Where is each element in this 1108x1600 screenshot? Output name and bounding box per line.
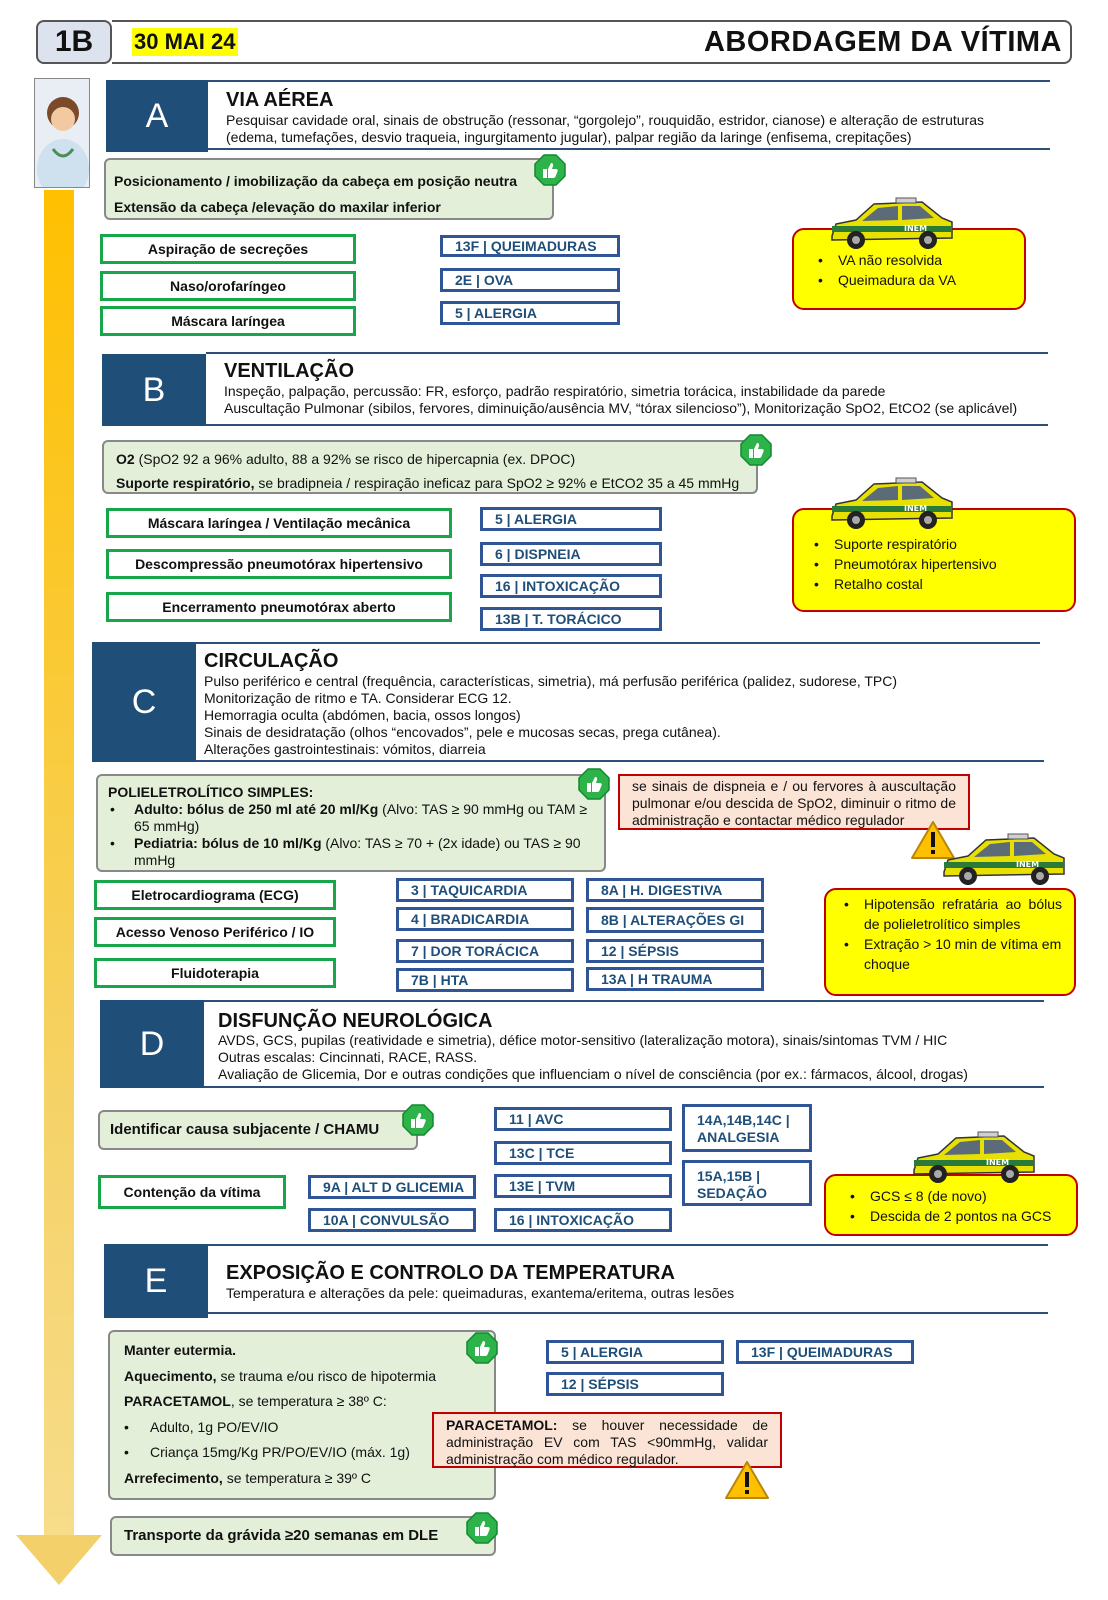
section-c-text-line: Pulso periférico e central (frequência, características, simetria), má perfusão periférica (palidez, sudorese, TPC) bbox=[204, 673, 898, 689]
ref-6-dispneia[interactable]: 6 | DISPNEIA bbox=[480, 542, 662, 566]
section-a-bottom-rule bbox=[208, 148, 1050, 150]
section-e-top-rule bbox=[208, 1244, 1048, 1246]
ref-12-sepsis[interactable]: 12 | SÉPSIS bbox=[586, 939, 764, 963]
thumbs-up-icon bbox=[466, 1332, 498, 1364]
ref-7b-hta[interactable]: 7B | HTA bbox=[396, 968, 574, 992]
ref-15-sedacao[interactable]: 15A,15B | SEDAÇÃO bbox=[682, 1160, 812, 1206]
ref-12-sepsis[interactable]: 12 | SÉPSIS bbox=[546, 1372, 724, 1396]
section-e-warning-box: PARACETAMOL: se houver necessidade de administração EV com TAS <90mmHg, validar administração com médico regulador. bbox=[432, 1412, 782, 1468]
section-e-letter: E bbox=[104, 1244, 208, 1318]
criteria-item: • Descida de 2 pontos na GCS bbox=[846, 1206, 1076, 1226]
ref-8b-alteracoes-gi[interactable]: 8B | ALTERAÇÕES GI bbox=[586, 907, 764, 933]
section-b-top-rule bbox=[206, 352, 1048, 354]
thumbs-up-icon bbox=[740, 434, 772, 466]
criteria-item: • Extração > 10 min de vítima em choque bbox=[840, 934, 1062, 974]
procedure-contencao: Contenção da vítima bbox=[98, 1175, 286, 1209]
section-d-title: DISFUNÇÃO NEUROLÓGICA bbox=[218, 1010, 493, 1032]
ref-7-dor-toracica[interactable]: 7 | DOR TORÁCICA bbox=[396, 939, 574, 963]
criteria-item: • VA não resolvida bbox=[814, 250, 1024, 270]
criteria-item: • GCS ≤ 8 (de novo) bbox=[846, 1186, 1076, 1206]
ref-9a-glicemia[interactable]: 9A | ALT D GLICEMIA bbox=[308, 1175, 476, 1199]
protocol-line: O2 (SpO2 92 a 96% adulto, 88 a 92% se risco de hipercapnia (ex. DPOC) bbox=[116, 451, 576, 467]
ref-3-taquicardia[interactable]: 3 | TAQUICARDIA bbox=[396, 878, 574, 902]
section-b-text-line: Auscultação Pulmonar (sibilos, fervores, diminuição/ausência MV, “tórax silencioso”), Monitorização SpO2, EtCO2 (se aplicável) bbox=[224, 400, 1018, 416]
ref-5-alergia[interactable]: 5 | ALERGIA bbox=[546, 1340, 724, 1364]
card-date: 30 MAI 24 bbox=[134, 29, 236, 54]
thumbs-up-icon bbox=[402, 1104, 434, 1136]
thumbs-up-icon bbox=[578, 768, 610, 800]
ref-13b-toracico[interactable]: 13B | T. TORÁCICO bbox=[480, 607, 662, 631]
section-e-bottom-rule bbox=[208, 1312, 1048, 1314]
protocol-line: PARACETAMOL, se temperatura ≥ 38º C: bbox=[124, 1393, 387, 1409]
section-c-letter: C bbox=[92, 642, 196, 762]
ambulance-icon bbox=[908, 1130, 1038, 1188]
section-a-letter: A bbox=[106, 80, 208, 152]
procedure-aspiracao: Aspiração de secreções bbox=[100, 234, 356, 264]
section-c-description bbox=[204, 673, 1044, 758]
ref-5-alergia[interactable]: 5 | ALERGIA bbox=[440, 301, 620, 325]
procedure-fluidoterapia: Fluidoterapia bbox=[94, 958, 336, 988]
protocol-line: Posicionamento / imobilização da cabeça em posição neutra bbox=[114, 173, 518, 189]
page-title: ABORDAGEM DA VÍTIMA bbox=[703, 26, 1062, 58]
ref-5-alergia[interactable]: 5 | ALERGIA bbox=[480, 507, 662, 531]
ref-13a-h-trauma[interactable]: 13A | H TRAUMA bbox=[586, 967, 764, 991]
protocol-bullet: • Adulto, 1g PO/EV/IO bbox=[124, 1418, 279, 1435]
protocol-line: • Adulto: bólus de 250 ml até 20 ml/Kg (Alvo: TAS ≥ 90 mmHg ou TAM ≥ 65 mmHg) bbox=[110, 801, 588, 834]
timeline-arrow bbox=[44, 190, 74, 1535]
card-code: 1B bbox=[36, 20, 112, 64]
section-b-protocol-box bbox=[102, 440, 758, 494]
section-a-text-line: (edema, tumefações, desvio traqueia, ingurgitamento jugular), palpar região da laringe (enfisema, crepitações) bbox=[226, 129, 912, 145]
section-c-title: CIRCULAÇÃO bbox=[204, 650, 339, 672]
section-a-protocol-box bbox=[104, 158, 554, 220]
protocol-title: POLIELETROLÍTICO SIMPLES: bbox=[108, 784, 314, 800]
ref-13e-tvm[interactable]: 13E | TVM bbox=[494, 1174, 672, 1198]
section-d-text-line: Outras escalas: Cincinnati, RACE, RASS. bbox=[218, 1049, 478, 1065]
section-d-top-rule bbox=[204, 1000, 1044, 1002]
section-d-text-line: AVDS, GCS, pupilas (reatividade e simetria), défice motor-sensitivo (lateralização motora), sinais/sintomas TVM / HIC bbox=[218, 1032, 948, 1048]
criteria-item: • Pneumotórax hipertensivo bbox=[810, 554, 1074, 574]
paramedic-icon bbox=[35, 79, 90, 188]
section-a-title: VIA AÉREA bbox=[226, 89, 334, 111]
protocol-bullet: • Criança 15mg/Kg PR/PO/EV/IO (máx. 1g) bbox=[124, 1444, 410, 1460]
procedure-encerramento: Encerramento pneumotórax aberto bbox=[106, 592, 452, 622]
section-b-bottom-rule bbox=[206, 424, 1048, 426]
ref-14-analgesia[interactable]: 14A,14B,14C | ANALGESIA bbox=[682, 1104, 812, 1152]
procedure-mascara-ventilacao: Máscara laríngea / Ventilação mecânica bbox=[106, 508, 452, 538]
section-c-activation-criteria bbox=[824, 888, 1076, 996]
section-c-text-line: Alterações gastrointestinais: vómitos, diarreia bbox=[204, 741, 486, 757]
section-b-text-line: Inspeção, palpação, percussão: FR, esforço, padrão respiratório, simetria torácica, instabilidade da parede bbox=[224, 383, 886, 399]
section-c-warning-box: se sinais de dispneia e / ou fervores à auscultação pulmonar e/ou descida de SpO2, diminuir o ritmo de administração e contactar médico regulador bbox=[618, 774, 970, 830]
ref-8a-h-digestiva[interactable]: 8A | H. DIGESTIVA bbox=[586, 878, 764, 902]
criteria-item: • Hipotensão refratária ao bólus de polieletrolítico simples bbox=[840, 894, 1062, 934]
transport-box: Transporte da grávida ≥20 semanas em DLE bbox=[110, 1516, 496, 1556]
section-b-letter: B bbox=[102, 354, 206, 426]
procedure-ecg: Eletrocardiograma (ECG) bbox=[94, 880, 336, 910]
ref-2e-ova[interactable]: 2E | OVA bbox=[440, 268, 620, 292]
protocol-line: Manter eutermia. bbox=[124, 1342, 237, 1358]
ref-10a-convulsao[interactable]: 10A | CONVULSÃO bbox=[308, 1208, 476, 1232]
section-c-text-line: Hemorragia oculta (abdómen, bacia, ossos longos) bbox=[204, 707, 521, 723]
ref-16-intoxicacao[interactable]: 16 | INTOXICAÇÃO bbox=[494, 1208, 672, 1232]
timeline-arrowhead bbox=[16, 1535, 102, 1585]
protocol-line: Extensão da cabeça /elevação do maxilar inferior bbox=[114, 199, 441, 215]
section-c-protocol-box bbox=[96, 774, 606, 872]
section-d-bottom-rule bbox=[204, 1086, 1044, 1088]
criteria-item: • Suporte respiratório bbox=[810, 534, 1074, 554]
thumbs-up-icon bbox=[466, 1512, 498, 1544]
protocol-line: • Pediatria: bólus de 10 ml/Kg (Alvo: TAS ≥ 70 + (2x idade) ou TAS ≥ 90 mmHg bbox=[110, 835, 581, 868]
section-b-description bbox=[224, 383, 1054, 417]
section-e-title: EXPOSIÇÃO E CONTROLO DA TEMPERATURA bbox=[226, 1262, 675, 1284]
procedure-mascara-laringea: Máscara laríngea bbox=[100, 306, 356, 336]
protocol-line: Suporte respiratório, se bradipneia / respiração ineficaz para SpO2 ≥ 92% e EtCO2 35 a 45 mmHg bbox=[116, 475, 740, 491]
ref-13c-tce[interactable]: 13C | TCE bbox=[494, 1141, 672, 1165]
section-e-description: Temperatura e alterações da pele: queimaduras, exantema/eritema, outras lesões bbox=[226, 1285, 735, 1301]
section-d-letter: D bbox=[100, 1000, 204, 1088]
section-a-text-line: Pesquisar cavidade oral, sinais de obstrução (ressonar, “gorgolejo”, rouquidão, estridor, cianose) e alteração de estruturas bbox=[226, 112, 984, 128]
section-c-text-line: Monitorização de ritmo e TA. Considerar ECG 12. bbox=[204, 690, 512, 706]
ref-13f-queimaduras[interactable]: 13F | QUEIMADURAS bbox=[440, 235, 620, 257]
thumbs-up-icon bbox=[534, 154, 566, 186]
section-d-text-line: Avaliação de Glicemia, Dor e outras condições que influenciam o nível de consciência (por ex.: fármacos, álcool, drogas) bbox=[218, 1066, 968, 1082]
ref-11-avc[interactable]: 11 | AVC bbox=[494, 1107, 672, 1131]
protocol-line: Arrefecimento, se temperatura ≥ 39º C bbox=[124, 1469, 372, 1486]
ref-4-bradicardia[interactable]: 4 | BRADICARDIA bbox=[396, 907, 574, 931]
ambulance-icon bbox=[826, 196, 956, 254]
ambulance-icon bbox=[938, 832, 1068, 890]
section-d-protocol-box: Identificar causa subjacente / CHAMU bbox=[98, 1110, 418, 1150]
section-a-top-rule bbox=[208, 80, 1050, 82]
criteria-item: • Retalho costal bbox=[810, 574, 1074, 594]
ref-16-intoxicacao[interactable]: 16 | INTOXICAÇÃO bbox=[480, 574, 662, 598]
procedure-naso-orofaringeo: Naso/orofaríngeo bbox=[100, 271, 356, 301]
section-c-bottom-rule bbox=[196, 760, 1044, 762]
section-a-description bbox=[226, 112, 1046, 146]
avatar bbox=[34, 78, 90, 188]
ref-13f-queimaduras[interactable]: 13F | QUEIMADURAS bbox=[736, 1340, 914, 1364]
warning-icon bbox=[724, 1460, 770, 1500]
section-b-title: VENTILAÇÃO bbox=[224, 360, 354, 382]
criteria-item: • Queimadura da VA bbox=[814, 270, 1024, 290]
section-c-text-line: Sinais de desidratação (olhos “encovados”, pele e mucosas secas, prega cutânea). bbox=[204, 724, 721, 740]
ambulance-icon bbox=[826, 476, 956, 534]
section-d-description bbox=[218, 1032, 1058, 1083]
section-c-top-rule bbox=[196, 642, 1040, 644]
protocol-line: Aquecimento, se trauma e/ou risco de hipotermia bbox=[124, 1367, 437, 1384]
procedure-descompressao: Descompressão pneumotórax hipertensivo bbox=[106, 549, 452, 579]
procedure-acesso-venoso: Acesso Venoso Periférico / IO bbox=[94, 917, 336, 947]
